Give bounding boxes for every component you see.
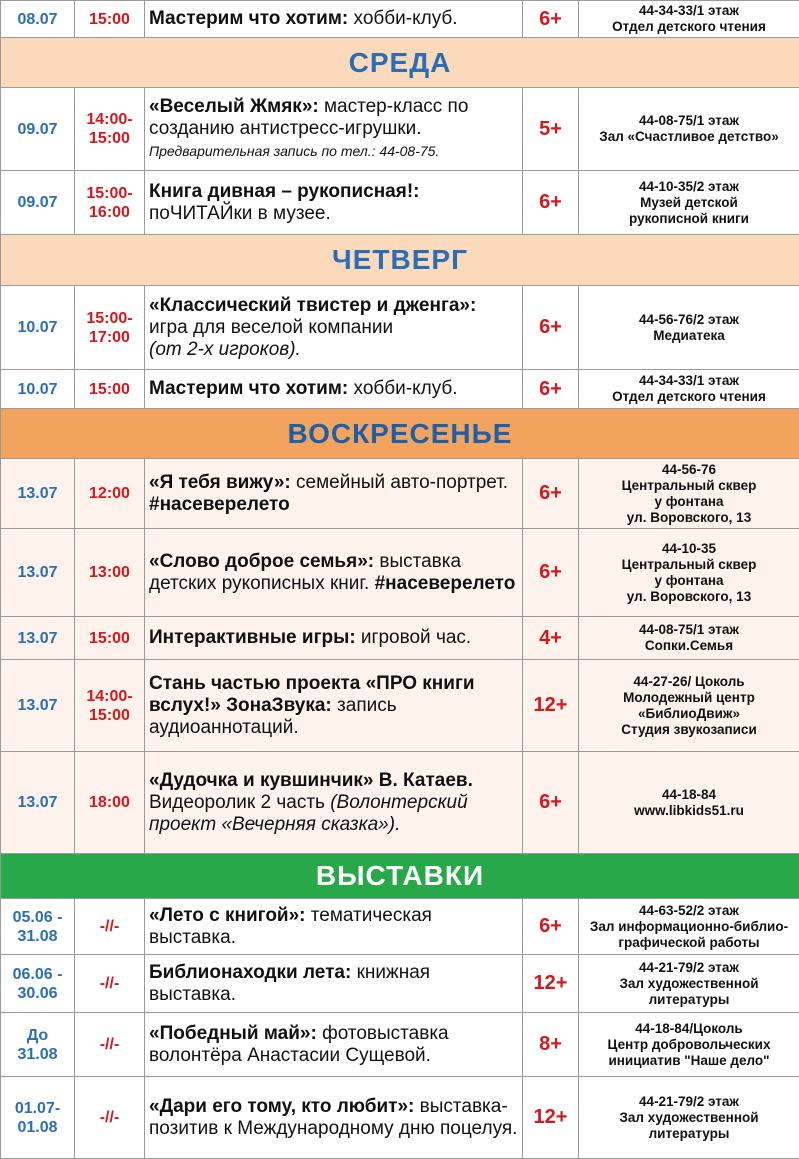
event-description	[145, 617, 523, 660]
event-date: 13.07	[1, 617, 75, 660]
place-line: у фонтана	[583, 573, 795, 589]
place-line: 44-18-84	[583, 787, 795, 803]
event-hashtag: #насеверелето	[149, 494, 290, 515]
event-title: Мастерим что хотим:	[149, 378, 348, 399]
place-line: у фонтана	[583, 494, 795, 510]
place-line: Медиатека	[583, 328, 795, 344]
place-line: «БиблиоДвиж»	[583, 706, 795, 722]
age-rating: 6+	[523, 529, 579, 617]
event-place	[579, 171, 799, 235]
event-date: 13.07	[1, 660, 75, 752]
place-line: 44-21-79/2 этаж	[583, 960, 795, 976]
event-time: 15:00	[75, 370, 145, 409]
event-description	[145, 286, 523, 370]
event-text: выставка-позитив к Международному дню поцелуя.	[149, 1096, 517, 1139]
age-rating: 6+	[523, 286, 579, 370]
event-title: Мастерим что хотим:	[149, 8, 348, 29]
event-text: поЧИТАЙки в музее.	[149, 203, 331, 224]
event-place	[579, 617, 799, 660]
age-rating: 6+	[523, 752, 579, 854]
event-text: книжная выставка.	[149, 962, 430, 1005]
age-rating: 6+	[523, 370, 579, 409]
event-place	[579, 88, 799, 171]
table-row	[1, 617, 799, 660]
age-rating: 8+	[523, 1013, 579, 1077]
age-rating: 12+	[523, 1077, 579, 1159]
event-date: 10.07	[1, 370, 75, 409]
event-title: «Победный май»:	[149, 1023, 317, 1044]
event-italic: (Волонтерский проект «Вечерняя сказка»).	[149, 792, 468, 835]
age-rating: 4+	[523, 617, 579, 660]
table-row	[1, 459, 799, 529]
event-text: мастер-класс по созданию антистресс-игрушки.	[149, 96, 468, 139]
table-row	[1, 899, 799, 955]
place-line: 44-08-75/1 этаж	[583, 113, 795, 129]
place-line: 44-10-35	[583, 541, 795, 557]
event-title: Интерактивные игры:	[149, 627, 356, 648]
event-date: 09.07	[1, 88, 75, 171]
age-rating: 6+	[523, 459, 579, 529]
event-description	[145, 752, 523, 854]
place-line: Центральный сквер	[583, 557, 795, 573]
event-description	[145, 1077, 523, 1159]
place-line: Зал художественной	[583, 976, 795, 992]
place-line: Молодежный центр	[583, 690, 795, 706]
place-line: Центр добровольческих	[583, 1037, 795, 1053]
place-line: ул. Воровского, 13	[583, 510, 795, 526]
event-title: «Веселый Жмяк»:	[149, 96, 319, 117]
event-date: 05.06 - 31.08	[1, 899, 75, 955]
event-time: 15:00	[75, 1, 145, 38]
place-line: Отдел детского чтения	[583, 389, 795, 405]
place-line: 44-27-26/ Цоколь	[583, 674, 795, 690]
place-line: литературы	[583, 1126, 795, 1142]
event-place	[579, 459, 799, 529]
event-note: Предварительная запись по тел.: 44-08-75.	[149, 143, 439, 160]
table-row	[1, 529, 799, 617]
place-line: 44-10-35/2 этаж	[583, 179, 795, 195]
event-date: 13.07	[1, 752, 75, 854]
age-rating: 12+	[523, 660, 579, 752]
place-line: Музей детской	[583, 195, 795, 211]
section-header-exhibitions	[1, 854, 799, 899]
event-description	[145, 955, 523, 1013]
event-description	[145, 529, 523, 617]
event-title: «Дари его тому, кто любит»:	[149, 1096, 414, 1117]
place-line: графической работы	[583, 935, 795, 951]
event-place	[579, 752, 799, 854]
section-title: СРЕДА	[1, 38, 799, 88]
event-place	[579, 955, 799, 1013]
event-time: 15:00-17:00	[75, 286, 145, 370]
event-date: 13.07	[1, 529, 75, 617]
table-row	[1, 955, 799, 1013]
age-rating: 5+	[523, 88, 579, 171]
event-text: выставка детских рукописных книг.	[149, 551, 461, 594]
place-line: Отдел детского чтения	[583, 19, 795, 35]
event-place	[579, 529, 799, 617]
place-line: Зал «Счастливое детство»	[583, 129, 795, 145]
table-row	[1, 1013, 799, 1077]
event-text: Видеоролик 2 часть	[149, 792, 330, 813]
event-title: Книга дивная – рукописная!:	[149, 181, 419, 202]
event-date: 01.07-01.08	[1, 1077, 75, 1159]
place-line: Центральный сквер	[583, 478, 795, 494]
place-line: 44-34-33/1 этаж	[583, 373, 795, 389]
section-title: ВЫСТАВКИ	[1, 854, 799, 899]
event-text: игровой час.	[356, 627, 472, 648]
place-line: Сопки.Семья	[583, 638, 795, 654]
event-date: До 31.08	[1, 1013, 75, 1077]
event-date: 10.07	[1, 286, 75, 370]
event-title: «Я тебя вижу»:	[149, 472, 291, 493]
event-place	[579, 370, 799, 409]
place-line: Студия звукозаписи	[583, 722, 795, 738]
table-row	[1, 171, 799, 235]
section-header-wednesday	[1, 38, 799, 88]
event-date: 08.07	[1, 1, 75, 38]
section-header-thursday	[1, 235, 799, 286]
event-date: 09.07	[1, 171, 75, 235]
place-line: 44-21-79/2 этаж	[583, 1094, 795, 1110]
event-time: -//-	[75, 955, 145, 1013]
event-text: тематическая выставка.	[149, 905, 432, 948]
table-row	[1, 1077, 799, 1159]
table-row	[1, 88, 799, 171]
event-description	[145, 88, 523, 171]
event-time: -//-	[75, 899, 145, 955]
place-line: www.libkids51.ru	[583, 803, 795, 819]
event-text: семейный авто-портрет.	[291, 472, 508, 493]
event-title: Стань частью проекта «ПРО книги вслух!» ЗонаЗвука:	[149, 673, 475, 716]
event-text: запись аудиоаннотаций.	[149, 695, 397, 738]
event-place	[579, 1077, 799, 1159]
event-time: 12:00	[75, 459, 145, 529]
place-line: 44-18-84/Цоколь	[583, 1021, 795, 1037]
event-place	[579, 660, 799, 752]
event-time: 13:00	[75, 529, 145, 617]
event-description	[145, 459, 523, 529]
event-date: 13.07	[1, 459, 75, 529]
event-date: 06.06 - 30.06	[1, 955, 75, 1013]
table-row	[1, 286, 799, 370]
event-time: 15:00-16:00	[75, 171, 145, 235]
place-line: рукописной книги	[583, 211, 795, 227]
event-time: 18:00	[75, 752, 145, 854]
event-hashtag: #насеверелето	[375, 573, 516, 594]
event-text: фотовыставка волонтёра Анастасии Сущевой.	[149, 1023, 449, 1066]
event-title: Библионаходки лета:	[149, 962, 351, 983]
event-text: игра для веселой компании	[149, 317, 393, 338]
place-line: 44-56-76/2 этаж	[583, 312, 795, 328]
place-line: литературы	[583, 992, 795, 1008]
event-text: хобби-клуб.	[348, 378, 457, 399]
event-place	[579, 1013, 799, 1077]
event-description	[145, 1, 523, 38]
place-line: 44-08-75/1 этаж	[583, 622, 795, 638]
event-note: (от 2-х игроков).	[149, 339, 301, 360]
place-line: Зал информационно-библио-	[583, 919, 795, 935]
age-rating: 6+	[523, 171, 579, 235]
event-time: -//-	[75, 1013, 145, 1077]
event-title: «Лето с книгой»:	[149, 905, 306, 926]
section-title: ВОСКРЕСЕНЬЕ	[1, 409, 799, 459]
event-text: хобби-клуб.	[348, 8, 457, 29]
place-line: инициатив "Наше дело"	[583, 1053, 795, 1069]
section-title: ЧЕТВЕРГ	[1, 235, 799, 286]
event-time: 14:00-15:00	[75, 660, 145, 752]
event-description	[145, 171, 523, 235]
event-description	[145, 370, 523, 409]
age-rating: 6+	[523, 1, 579, 38]
event-place	[579, 1, 799, 38]
event-title: «Слово доброе семья»:	[149, 551, 374, 572]
event-title: «Классический твистер и дженга»:	[149, 295, 476, 316]
section-header-sunday	[1, 409, 799, 459]
place-line: Зал художественной	[583, 1110, 795, 1126]
event-time: -//-	[75, 1077, 145, 1159]
place-line: 44-34-33/1 этаж	[583, 3, 795, 19]
event-place	[579, 899, 799, 955]
event-time: 15:00	[75, 617, 145, 660]
table-row	[1, 660, 799, 752]
event-description	[145, 899, 523, 955]
age-rating: 12+	[523, 955, 579, 1013]
table-row	[1, 1, 799, 38]
place-line: 44-56-76	[583, 462, 795, 478]
event-description	[145, 1013, 523, 1077]
event-description	[145, 660, 523, 752]
place-line: ул. Воровского, 13	[583, 589, 795, 605]
table-row	[1, 370, 799, 409]
event-title: «Дудочка и кувшинчик» В. Катаев.	[149, 770, 473, 791]
place-line: 44-63-52/2 этаж	[583, 903, 795, 919]
age-rating: 6+	[523, 899, 579, 955]
event-place	[579, 286, 799, 370]
event-time: 14:00-15:00	[75, 88, 145, 171]
table-row	[1, 752, 799, 854]
